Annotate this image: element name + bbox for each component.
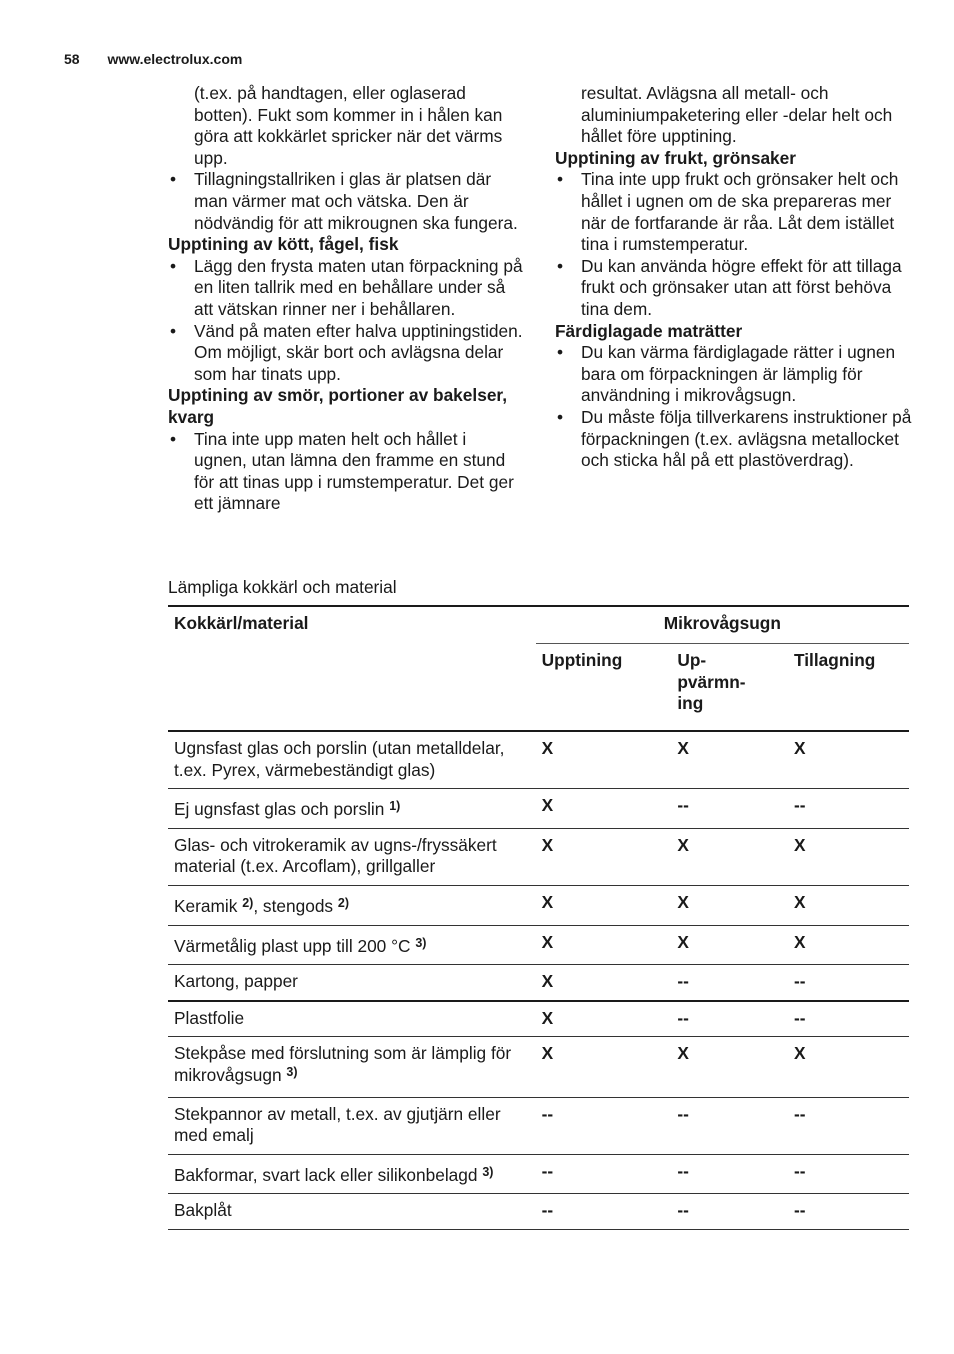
table-row (168, 1001, 909, 1037)
table-row (168, 925, 909, 965)
reheat-cell: -- (677, 1007, 689, 1028)
header-cook: Tillagning (794, 650, 876, 670)
material-cell (168, 789, 536, 829)
footnote-ref: 3) (415, 935, 427, 950)
cook-cell: -- (794, 1160, 806, 1181)
cook-cell: -- (794, 1103, 806, 1124)
cook-cell: X (794, 834, 806, 855)
list-item: • Lägg den frysta maten utan förpackning på en liten tallrik med en behållare under så att vätskan rinner ner i behållaren. (168, 256, 523, 321)
list-item: • Tina inte upp frukt och grönsaker helt och hållet i ugnen om de ska prepareras mer när de fortfarande är råa. Låt dem istället tina i rumstemperatur. (555, 169, 915, 255)
defrost-cell: X (541, 1007, 554, 1028)
material-cell: Bakplåt (174, 1200, 232, 1221)
header-defrost: Upptining (541, 650, 623, 670)
material-text: Värmetålig plast upp till 200 °C (174, 935, 411, 956)
section-heading-meat: Upptining av kött, fågel, fisk (168, 234, 399, 255)
footnote-ref: 2) (242, 895, 254, 910)
footnote-ref: 3) (286, 1064, 298, 1079)
reheat-cell: X (677, 1043, 689, 1064)
list-item: • Du kan värma färdiglagade rätter i ugnen bara om förpackningen är lämplig för användning i mikrovågsugn. (555, 342, 915, 407)
table-row (168, 731, 909, 789)
reheat-cell: X (677, 738, 689, 758)
material-cell (168, 925, 536, 965)
left-bullet-list-0 (168, 169, 523, 234)
section-heading-ready-meals: Färdiglagade maträtter (555, 320, 743, 341)
cook-cell: -- (794, 1007, 806, 1028)
material-text: Keramik (174, 895, 238, 916)
table-row (168, 965, 909, 1001)
header-reheat-label: Up- pvärmn- ing (677, 650, 746, 714)
material-cell (168, 1154, 536, 1194)
defrost-cell: X (541, 931, 554, 952)
material-text: , stengods (253, 895, 334, 916)
right-intro-text: resultat. Avlägsna all metall- och aluminiumpaketering eller -delar helt och hållet före upptining. (581, 83, 893, 147)
list-item: • Tina inte upp maten helt och hållet i ugnen, utan lämna den framme en stund för att tinas upp i rumstemperatur. Det ger ett jämnare (168, 429, 523, 515)
material-text: Stekpåse med förslutning som är lämplig för mikrovågsugn (174, 1043, 512, 1085)
cook-cell: -- (794, 1200, 806, 1221)
list-item: • Vänd på maten efter halva upptiningstiden. Om möjligt, skär bort och avlägsna delar som har tinats upp. (168, 321, 523, 386)
header-material: Kokkärl/material (168, 606, 536, 731)
cook-cell: X (794, 891, 806, 912)
table-caption: Lämpliga kokkärl och material (168, 577, 397, 597)
list-item: • Du måste följa tillverkarens instruktioner på förpackningen (t.ex. avlägsna metallocket och sticka hål på ett plastöverdrag). (555, 407, 915, 472)
footnote-ref: 2) (337, 895, 350, 910)
right-bullet-list-1 (555, 169, 915, 320)
material-cell: Kartong, papper (174, 971, 298, 992)
defrost-cell: X (541, 971, 554, 992)
cook-cell: X (794, 738, 806, 758)
defrost-cell: X (541, 795, 554, 816)
material-cell: Stekpannor av metall, t.ex. av gjutjärn eller med emalj (174, 1103, 501, 1146)
defrost-cell: -- (541, 1103, 554, 1124)
defrost-cell: -- (541, 1160, 554, 1181)
right-column (555, 83, 915, 472)
cookware-table (168, 605, 909, 1230)
reheat-cell: -- (677, 1103, 689, 1124)
cook-cell: X (794, 931, 806, 952)
table-row (168, 1194, 909, 1230)
left-intro-text: (t.ex. på handtagen, eller oglaserad botten). Fukt som kommer in i hålen kan göra att kokkärlet spricker när det värms upp. (194, 83, 503, 168)
material-cell (168, 1037, 536, 1097)
material-cell: Ugnsfast glas och porslin (utan metalldelar, t.ex. Pyrex, värmebeständigt glas) (174, 738, 505, 780)
table-row (168, 1037, 909, 1097)
reheat-cell: X (677, 834, 689, 855)
defrost-cell: X (541, 738, 554, 758)
footnote-ref: 1) (389, 799, 401, 814)
reheat-cell: -- (677, 795, 689, 816)
material-cell: Plastfolie (174, 1007, 245, 1028)
defrost-cell: -- (541, 1200, 554, 1221)
reheat-cell: X (677, 931, 689, 952)
material-text: Ej ugnsfast glas och porslin (174, 799, 385, 820)
table-row (168, 828, 909, 885)
section-heading-butter: Upptining av smör, portioner av bakelser, kvarg (168, 385, 508, 427)
left-bullet-list-1 (168, 256, 523, 386)
list-item: • Tillagningstallriken i glas är platsen där man värmer mat och vätska. Den är nödvändig för att mikrougnen ska fungera. (168, 169, 523, 234)
page-header (64, 51, 242, 67)
reheat-cell: -- (677, 1200, 689, 1221)
site-url: www.electrolux.com (107, 51, 243, 67)
material-cell (168, 885, 536, 925)
reheat-cell: -- (677, 971, 689, 992)
defrost-cell: X (541, 1043, 554, 1064)
left-bullet-list-2 (168, 429, 523, 515)
table-row (168, 1154, 909, 1194)
material-text: Bakformar, svart lack eller silikonbelagd (174, 1164, 478, 1185)
table-row (168, 789, 909, 829)
list-item: • Du kan använda högre effekt för att tillaga frukt och grönsaker utan att först behöva tina dem. (555, 256, 915, 321)
defrost-cell: X (541, 834, 554, 855)
right-bullet-list-2 (555, 342, 915, 472)
reheat-cell: -- (677, 1160, 689, 1181)
left-column (168, 83, 523, 515)
cook-cell: -- (794, 795, 806, 816)
page-number: 58 (64, 51, 80, 67)
table-row (168, 885, 909, 925)
footnote-ref: 3) (482, 1164, 494, 1179)
table-row (168, 1097, 909, 1154)
reheat-cell: X (677, 891, 689, 912)
header-microwave: Mikrovågsugn (536, 606, 909, 644)
material-cell: Glas- och vitrokeramik av ugns-/fryssäkert material (t.ex. Arcoflam), grillgaller (174, 834, 497, 877)
header-reheat (671, 644, 788, 732)
cook-cell: X (794, 1043, 806, 1064)
defrost-cell: X (541, 891, 554, 912)
section-heading-fruit: Upptining av frukt, grönsaker (555, 147, 797, 168)
cook-cell: -- (794, 971, 806, 992)
